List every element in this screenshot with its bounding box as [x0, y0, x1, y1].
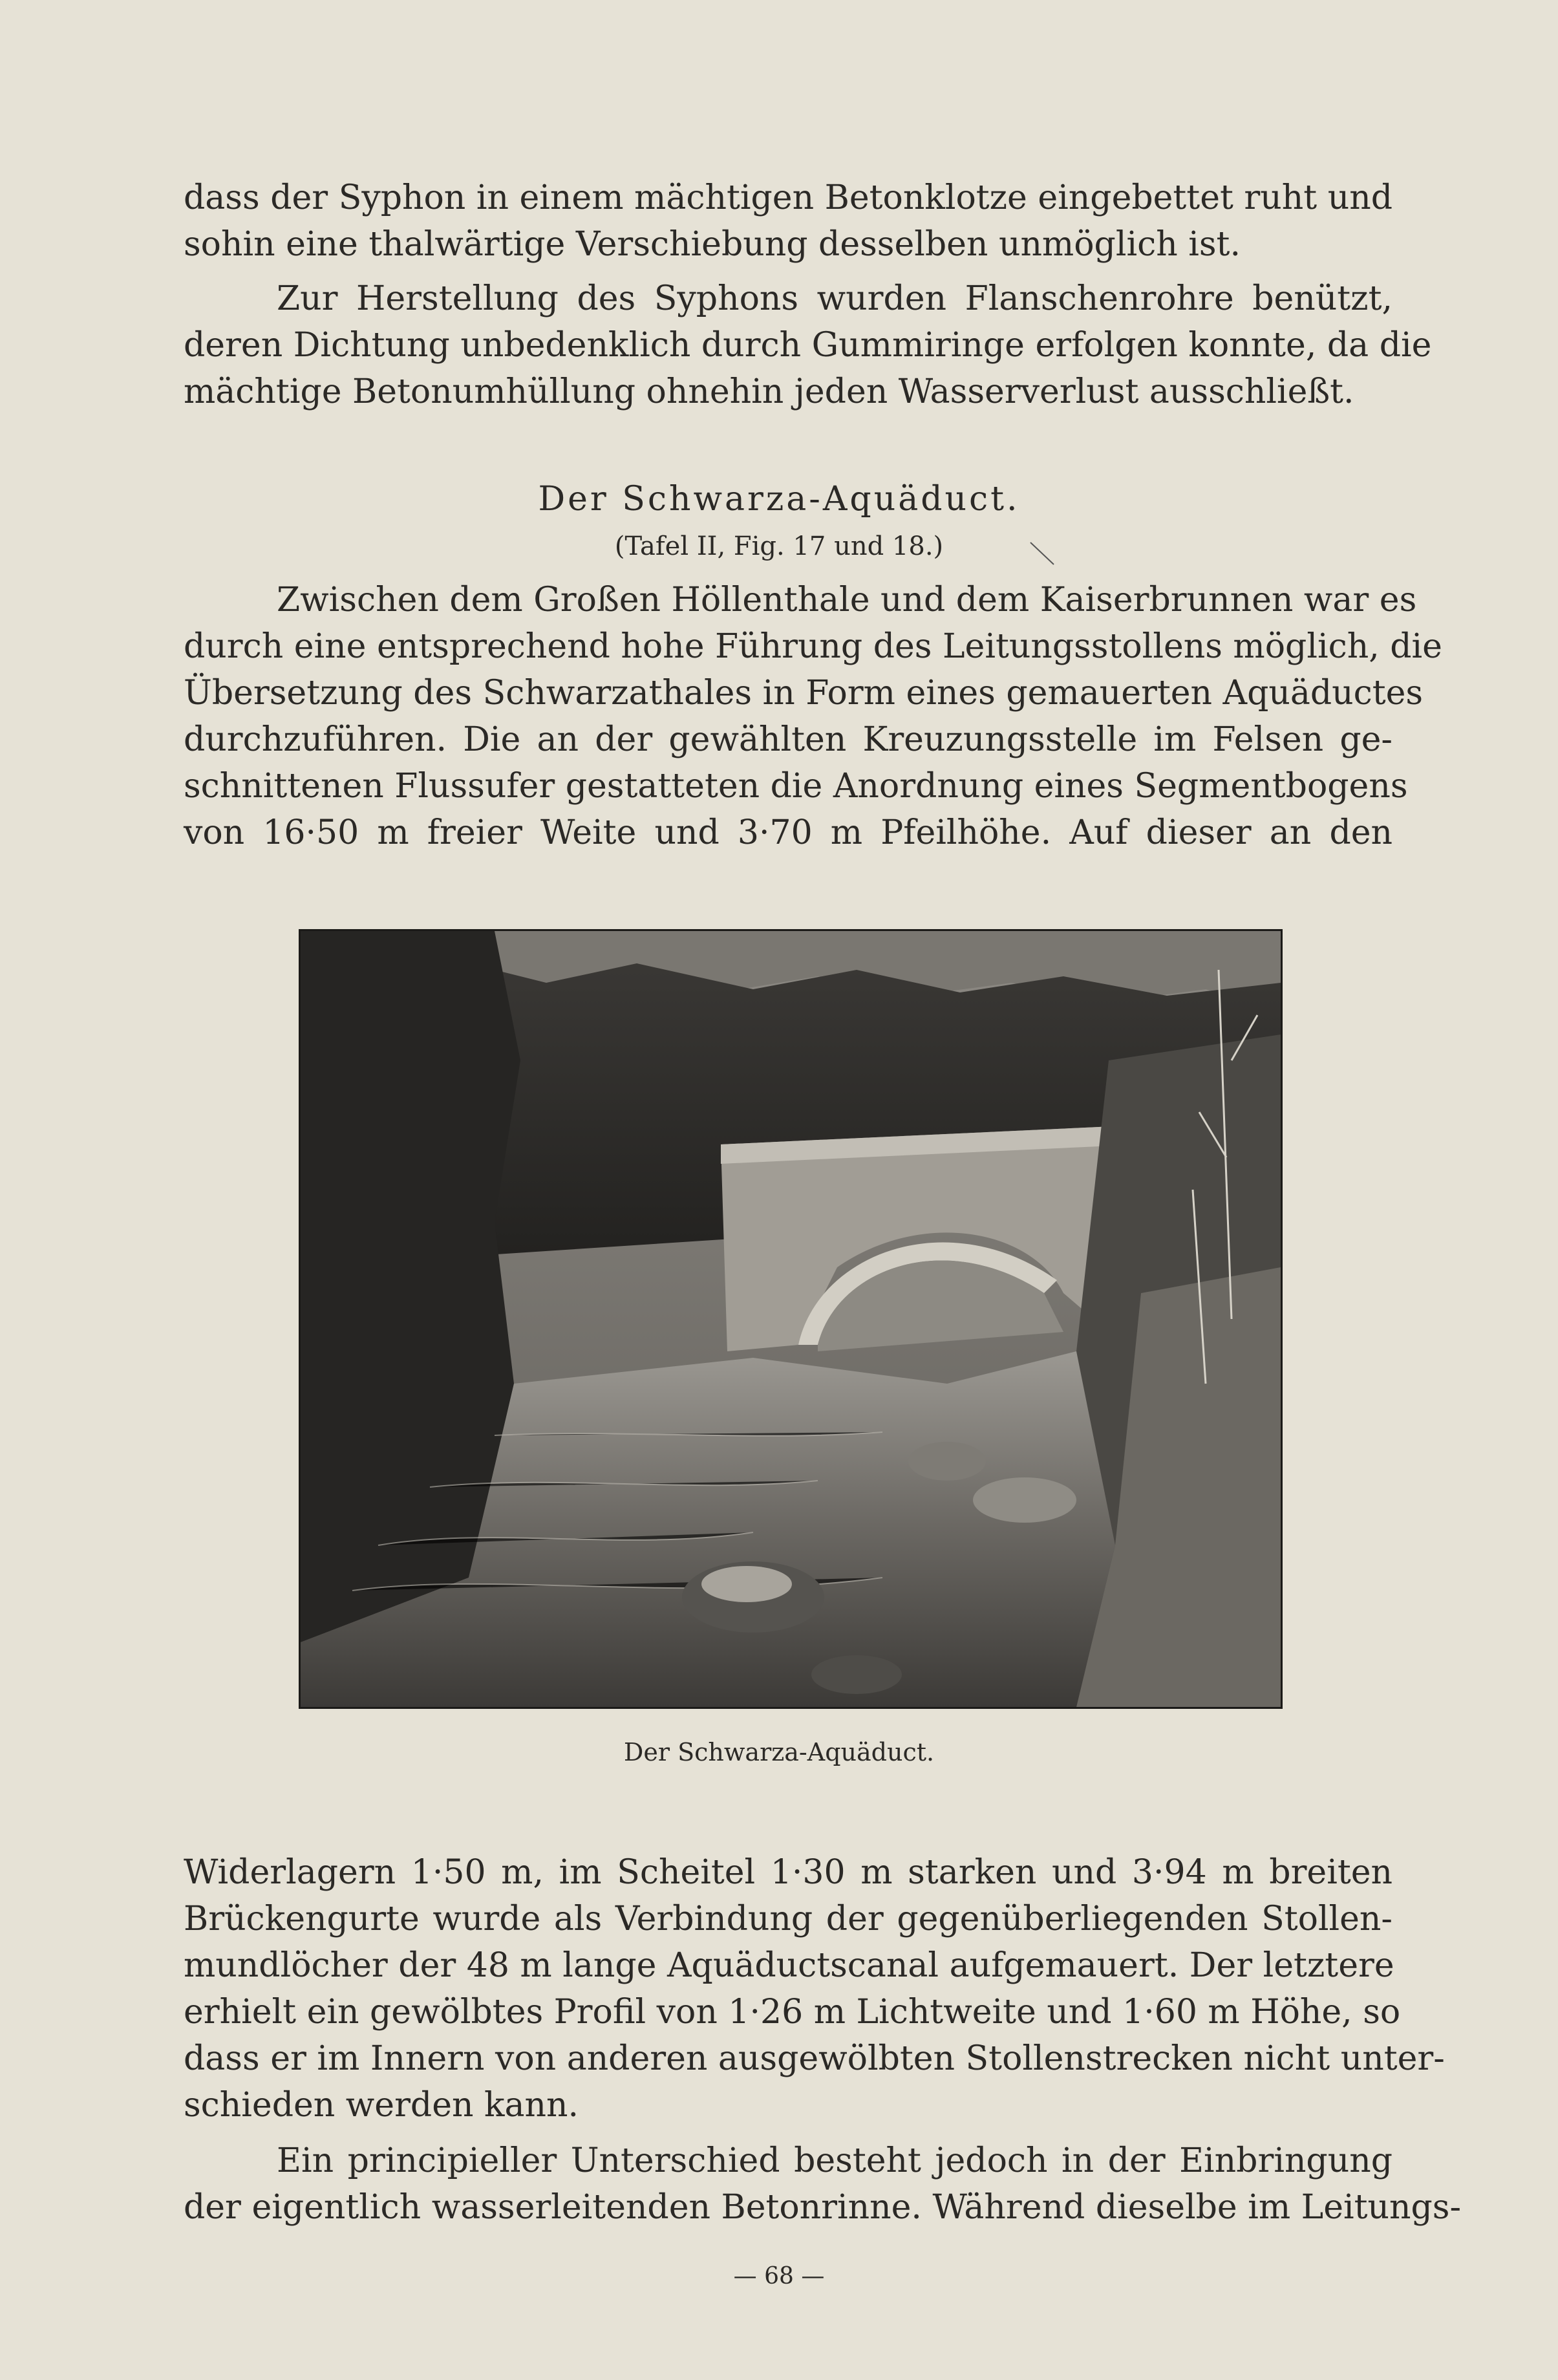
- text-line: erhielt ein gewölbtes Profil von 1·26 m Lichtweite und 1·60 m Höhe, so: [184, 1993, 1401, 2032]
- text-line: sohin eine thalwärtige Verschiebung desselben unmöglich ist.: [184, 225, 1241, 264]
- text-line: Brückengurte wurde als Verbindung der gegenüberliegenden Stollen-: [184, 1900, 1393, 1938]
- text-line: Übersetzung des Schwarzathales in Form eines gemauerten Aquäductes: [184, 674, 1424, 713]
- text-line: durchzuführen. Die an der gewählten Kreuzungsstelle im Felsen ge-: [184, 720, 1393, 759]
- text-line: Zur Herstellung des Syphons wurden Flanschenrohre benützt,: [277, 279, 1393, 318]
- text-line: dass der Syphon in einem mächtigen Betonklotze eingebettet ruht und: [184, 178, 1393, 217]
- aqueduct-photograph: [299, 929, 1283, 1709]
- text-line: Widerlagern 1·50 m, im Scheitel 1·30 m starken und 3·94 m breiten: [184, 1853, 1393, 1892]
- section-title: Der Schwarza-Aquäduct.: [538, 480, 1020, 519]
- text-line: schnittenen Flussufer gestatteten die Anordnung eines Segmentbogens: [184, 767, 1408, 806]
- page-number: — 68 —: [733, 2263, 825, 2289]
- text-line: der eigentlich wasserleitenden Betonrinne. Während dieselbe im Leitungs-: [184, 2188, 1462, 2227]
- text-line: mundlöcher der 48 m lange Aquäductscanal aufgemauert. Der letztere: [184, 1946, 1394, 1985]
- text-line: dass er im Innern von anderen ausgewölbten Stollenstrecken nicht unter-: [184, 2039, 1445, 2078]
- pencil-mark-icon: [1028, 540, 1067, 566]
- text-line: mächtige Betonumhüllung ohnehin jeden Wasserverlust ausschließt.: [184, 372, 1354, 411]
- aqueduct-photo-illustration: [301, 931, 1281, 1707]
- text-line: Zwischen dem Großen Höllenthale und dem Kaiserbrunnen war es: [277, 581, 1417, 619]
- text-line: von 16·50 m freier Weite und 3·70 m Pfeilhöhe. Auf dieser an den: [184, 813, 1393, 852]
- figure-caption: Der Schwarza-Aquäduct.: [623, 1738, 935, 1766]
- text-line: schieden werden kann.: [184, 2086, 579, 2125]
- text-line: deren Dichtung unbedenklich durch Gummiringe erfolgen konnte, da die: [184, 326, 1432, 365]
- text-line: Ein principieller Unterschied besteht jedoch in der Einbringung: [277, 2141, 1393, 2180]
- text-line: durch eine entsprechend hohe Führung des Leitungsstollens möglich, die: [184, 627, 1442, 666]
- section-reference: (Tafel II, Fig. 17 und 18.): [614, 531, 944, 561]
